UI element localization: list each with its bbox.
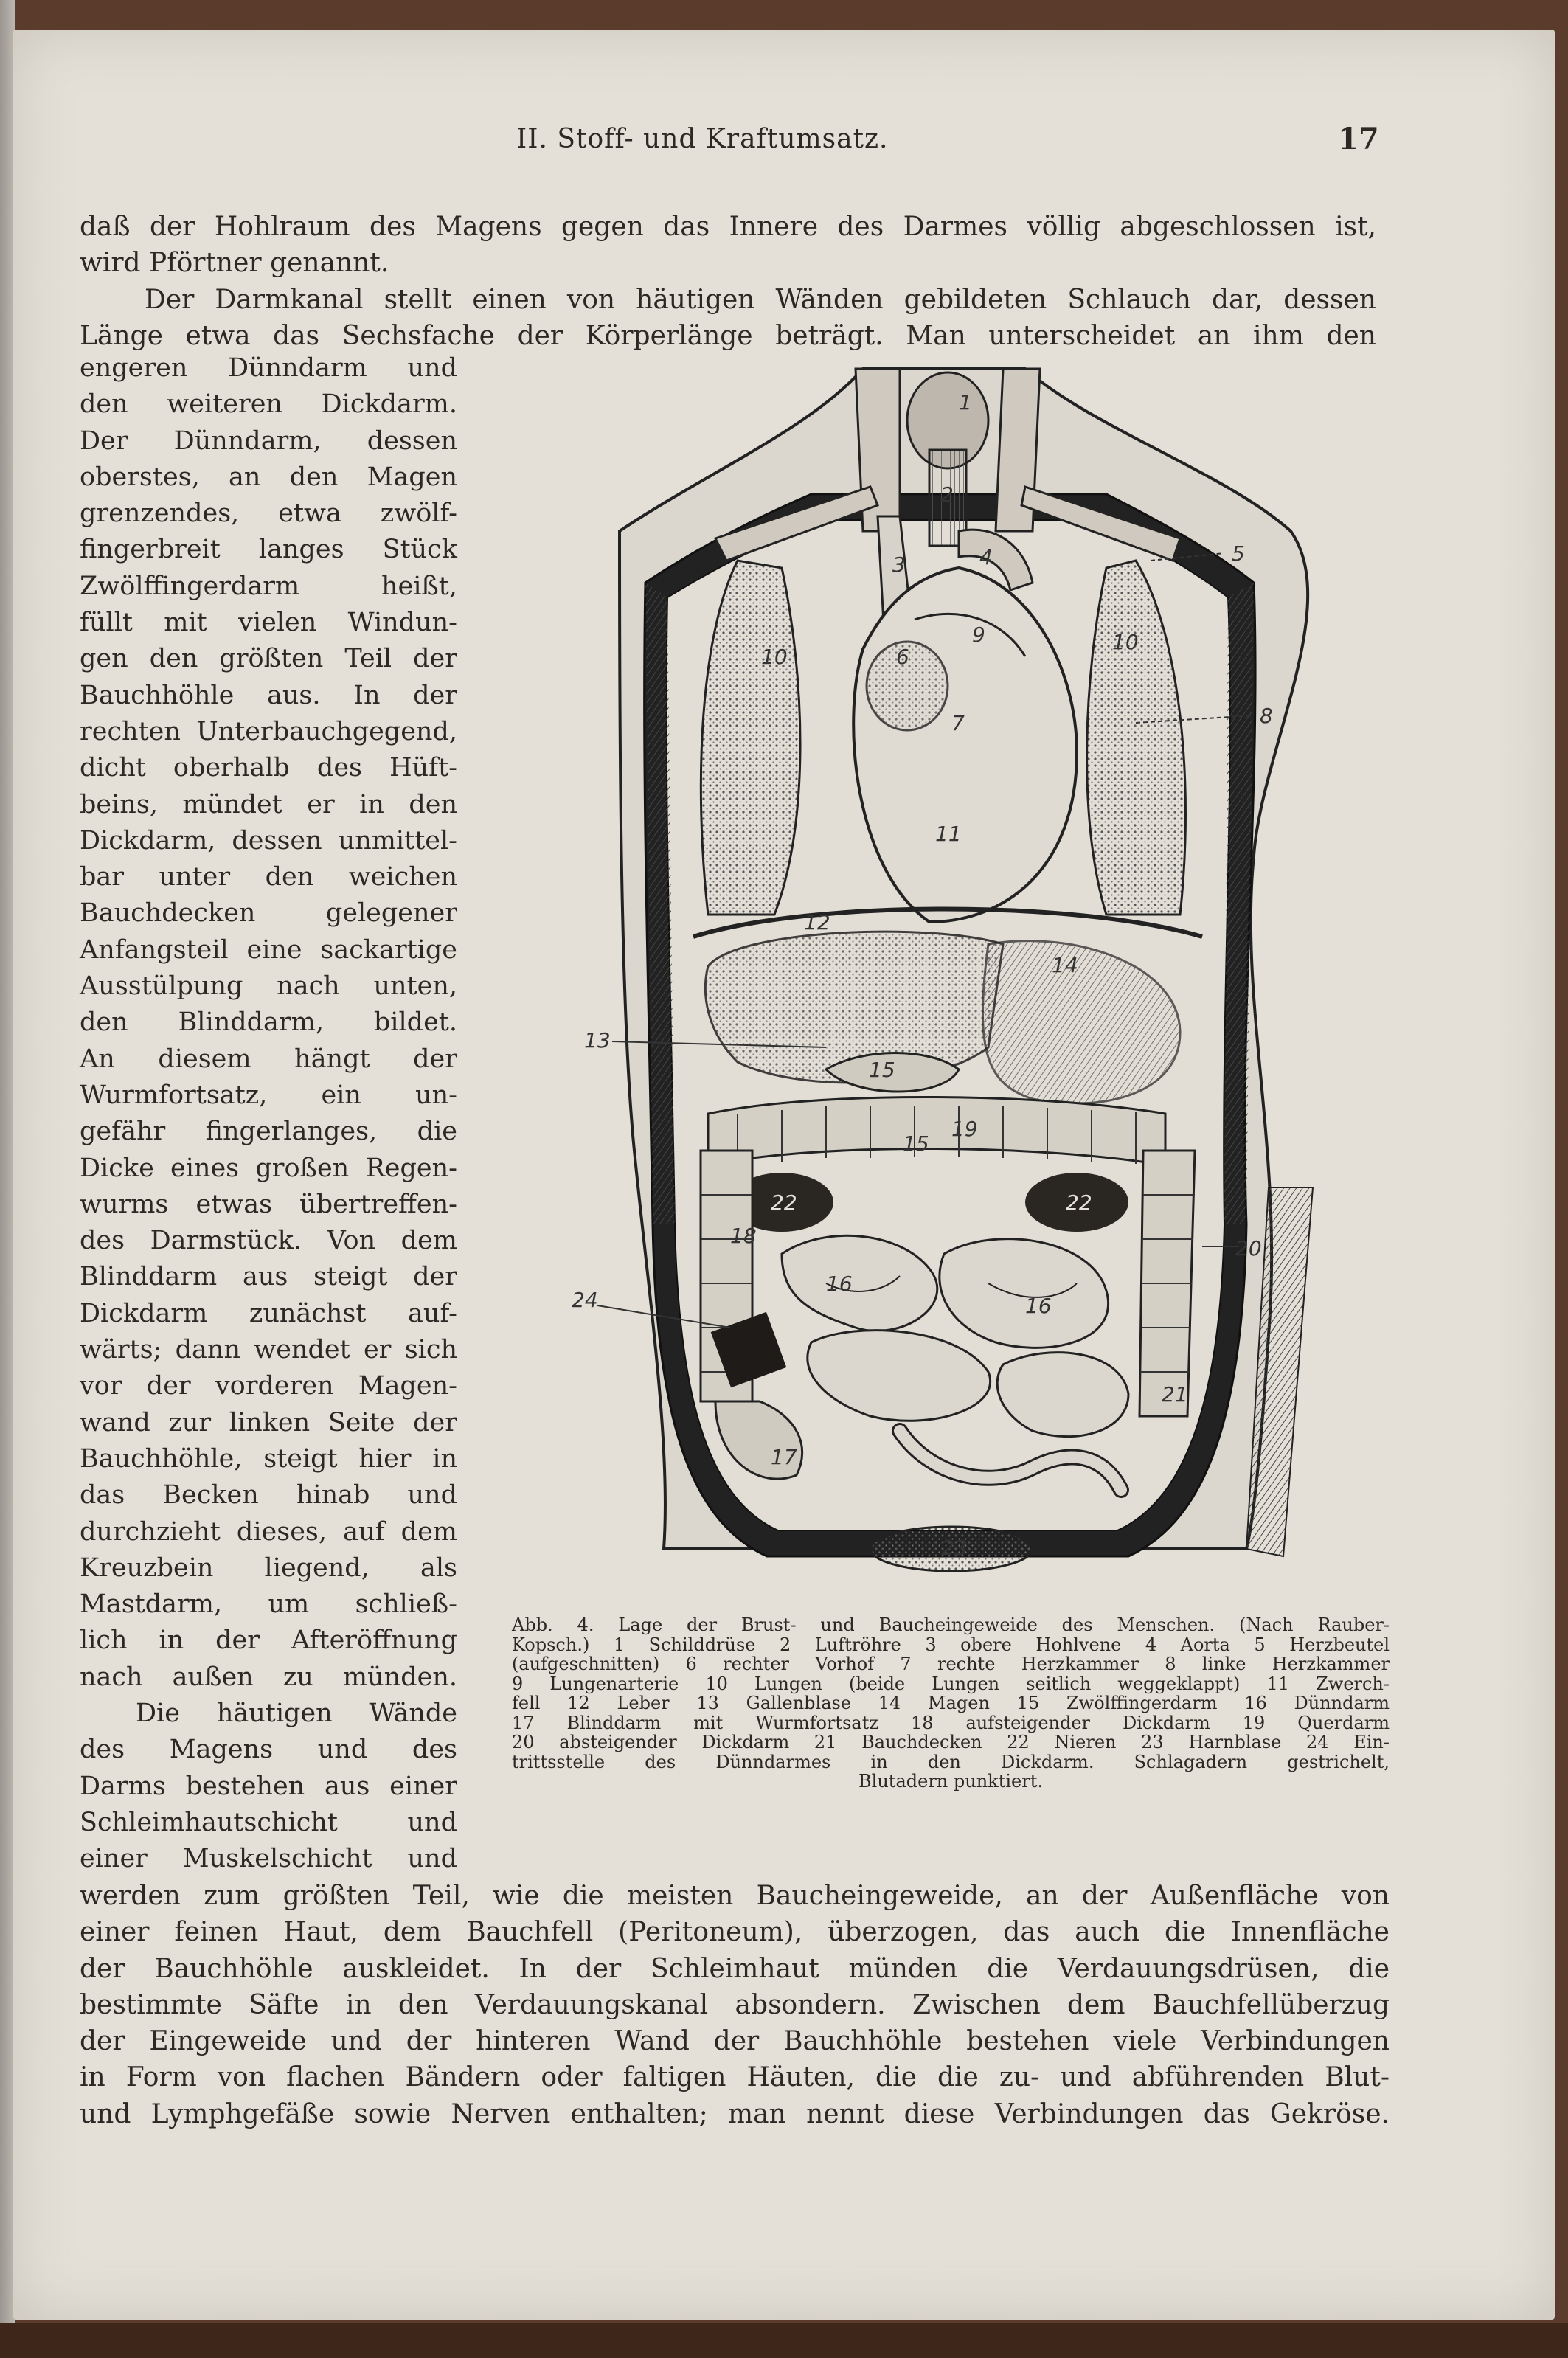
figure-label: 2 [940,482,954,507]
figure-label: 3 [892,552,906,577]
text-line: Dickdarm zunächst auf- [80,1298,457,1328]
text-line: Anfangsteil eine sackartige [80,934,457,965]
text-line: fingerbreit langes Stück [80,535,457,565]
text-line: Der Dünndarm, dessen [80,426,457,456]
text-line: wird Pförtner genannt. [80,248,389,279]
text-line: Mastdarm, um schließ- [80,1589,457,1620]
figure-label: 14 [1052,953,1078,977]
text-line: bar unter den weichen [80,862,457,892]
book-edge [0,0,15,2358]
figure-label: 22 [1066,1190,1092,1215]
text-line: das Becken hinab und [80,1480,457,1511]
text-line: grenzendes, etwa zwölf- [80,499,457,529]
paragraph-top [80,209,1376,354]
caption-line: Abb. 4. Lage der Brust- und Baucheingeweide des Menschen. (Nach Rauber- [512,1615,1390,1635]
figure-label: 1 [959,390,972,415]
text-line: Kreuzbein liegend, als [80,1553,457,1583]
text-line: den Blinddarm, bildet. [80,1008,457,1038]
text-line: bestimmte Säfte in den Verdauungskanal absondern. Zwischen dem Bauchfellüberzug [80,1989,1390,2020]
text-line: beins, mündet er in den [80,789,457,819]
figure-label: 9 [972,623,985,647]
text-line: lich in der Afteröffnung [80,1626,457,1656]
text-line: Darms bestehen aus einer [80,1771,457,1801]
figure-label: 19 [951,1117,978,1141]
text-line: Dicke eines großen Regen- [80,1153,457,1183]
text-line: werden zum größten Teil, wie die meisten Baucheingeweide, an der Außenfläche von [80,1881,1390,1911]
page-number: 17 [1338,122,1379,156]
anatomy-illustration [516,339,1431,1593]
text-line: der Eingeweide und der hinteren Wand der Bauchhöhle bestehen viele Verbindungen [80,2026,1390,2057]
figure-label: 6 [896,645,909,669]
paragraph-bottom [80,1878,1390,2132]
text-line: Länge etwa das Sechsfache der Körperlänge beträgt. Man unterscheidet an ihm den [80,320,1376,351]
text-line: oberstes, an den Magen [80,462,457,492]
text-line: Die häutigen Wände [136,1698,457,1728]
figure-label: 16 [1025,1294,1052,1318]
figure-label: 13 [584,1028,611,1053]
figure-label: 10 [761,645,788,669]
text-line: wärts; dann wendet er sich [80,1335,457,1365]
figure-label: 21 [1162,1382,1188,1407]
figure-label: 16 [826,1272,853,1296]
text-line: einer feinen Haut, dem Bauchfell (Peritoneum), überzogen, das auch die Innenfläche [80,1917,1390,1948]
text-line: durchzieht dieses, auf dem [80,1516,457,1547]
figure-label: 23 [941,1536,968,1560]
caption-line: 17 Blinddarm mit Wurmfortsatz 18 aufsteigender Dickdarm 19 Querdarm [512,1712,1390,1733]
text-line: vor der vorderen Magen- [80,1371,457,1401]
text-line: füllt mit vielen Windun- [80,608,457,638]
text-line: An diesem hängt der [80,1044,457,1074]
text-line: Ausstülpung nach unten, [80,971,457,1002]
figure-label: 22 [771,1190,797,1215]
caption-line: 9 Lungenarterie 10 Lungen (beide Lungen seitlich weggeklappt) 11 Zwerch- [512,1673,1390,1694]
figure-label: 24 [572,1288,598,1312]
figure-label: 5 [1232,541,1245,566]
figure-label: 4 [979,545,993,569]
figure-label: 20 [1235,1236,1262,1261]
figure-label: 10 [1112,630,1139,654]
caption-line: Blutadern punktiert. [858,1771,1043,1792]
figure-label: 15 [903,1131,929,1156]
caption-line: (aufgeschnitten) 6 rechter Vorhof 7 rechte Herzkammer 8 linke Herzkammer [512,1654,1390,1674]
text-line: Blinddarm aus steigt der [80,1262,457,1292]
text-line: daß der Hohlraum des Magens gegen das Innere des Darmes völlig abgeschlossen ist, [80,212,1376,242]
running-header: II. Stoff- und Kraftumsatz. [516,124,889,154]
text-line: Bauchhöhle, steigt hier in [80,1443,457,1474]
text-line: des Darmstück. Von dem [80,1226,457,1256]
text-line: wurms etwas übertreffen- [80,1189,457,1219]
caption-line: fell 12 Leber 13 Gallenblase 14 Magen 15 Zwölffingerdarm 16 Dünndarm [512,1693,1390,1713]
text-line: des Magens und des [80,1735,457,1765]
text-line: nach außen zu münden. [80,1662,457,1692]
text-line: Bauchhöhle aus. In der [80,680,457,710]
text-line: den weiteren Dickdarm. [80,389,457,420]
paragraph-left-column [80,350,457,1877]
text-line: in Form von flachen Bändern oder faltigen Häuten, die die zu- und abführenden Blut- [80,2062,1390,2093]
figure-label: 11 [935,822,962,846]
figure-label: 15 [869,1058,895,1082]
caption-line: trittsstelle des Dünndarmes in den Dickdarm. Schlagadern gestrichelt, [512,1751,1390,1772]
text-line: gen den größten Teil der [80,644,457,674]
text-line: Zwölffingerdarm heißt, [80,571,457,601]
text-line: Dickdarm, dessen unmittel- [80,825,457,856]
figure-caption [512,1615,1390,1792]
text-line: gefähr fingerlanges, die [80,1117,457,1147]
caption-line: Kopsch.) 1 Schilddrüse 2 Luftröhre 3 obere Hohlvene 4 Aorta 5 Herzbeutel [512,1634,1390,1655]
figure-label: 17 [771,1445,797,1469]
book-cover-edge [0,2323,1568,2358]
text-line: der Bauchhöhle auskleidet. In der Schleimhaut münden die Verdauungsdrüsen, die [80,1953,1390,1984]
caption-line: 20 absteigender Dickdarm 21 Bauchdecken 22 Nieren 23 Harnblase 24 Ein- [512,1732,1390,1752]
figure-label: 18 [730,1224,757,1248]
text-line: und Lymphgefäße sowie Nerven enthalten; man nennt diese Verbindungen das Gekröse. [80,2098,1390,2129]
text-line: wand zur linken Seite der [80,1407,457,1438]
text-line: einer Muskelschicht und [80,1844,457,1874]
figure-label: 12 [804,910,830,934]
text-line: Schleimhautschicht und [80,1807,457,1837]
text-line: Wurmfortsatz, ein un- [80,1080,457,1110]
text-line: Bauchdecken gelegener [80,898,457,929]
text-line: dicht oberhalb des Hüft- [80,753,457,783]
text-line: rechten Unterbauchgegend, [80,716,457,746]
text-line: engeren Dünndarm und [80,353,457,383]
figure-label: 8 [1260,704,1273,728]
text-line: Der Darmkanal stellt einen von häutigen Wänden gebildeten Schlauch dar, dessen [145,284,1376,315]
figure-label: 7 [951,711,965,735]
